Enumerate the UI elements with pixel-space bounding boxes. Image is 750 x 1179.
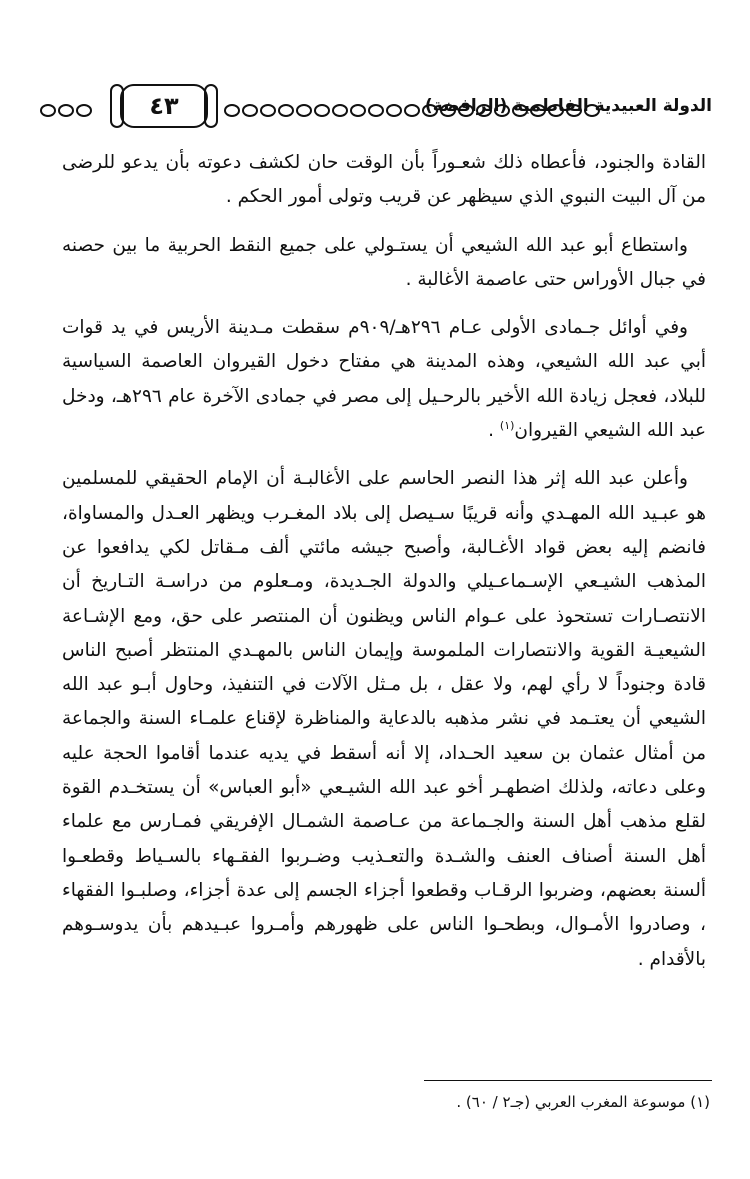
paragraph-3-end: . [488, 420, 500, 442]
paragraph-4: وأعلن عبد الله إثر هذا النصر الحاسم على الأغالبـة أن الإمام الحقيقي للمسلمين هو عبـيد الله المهـدي وأنه قريبًا سـيصل إلى بلاد المغـرب ويظهر العـدل والمساواة، فانضم إليه بعض قواد الأغـالبة، وأصبح جيشه مائتي ألف مـقاتل لكي يدافعوا عن المذهب الشيـعي الإسـماعـيلي والدولة الجـديدة، ومـعلوم من دراسـة التـاريخ أن الانتصـارات تستحوذ على عـوام الناس ويظنون أن المنتصر على حق، ومع الإشـاعة الشيعيـة القوية والانتصارات الملموسة وإيمان الناس بالمهـدي المنتظر أصبح الناس قادة وجنوداً لا رأي لهم، ولا عقل ، بل مـثل الآلات في التنفيذ، وحاول أبـو عبد الله الشيعي أن يعتـمد في نشر مذهبه بالدعاية والمناظرة لإقناع علمـاء السنة والجماعة من أمثال عثمان بن سعيد الحـداد، إلا أنه أسقط في يديه عندما أقاموا الحجة عليه وعلى دعاته، ولذلك اضطهـر أخو عبد الله الشيـعي «أبو العباس» أن يستخـدم القوة لقلع مذهب أهل السنة والجـماعة من عـاصمة الشمـال الإفريقي فمـارس مع علماء أهل السنة أصناف العنف والشـدة والتعـذيب وضـربوا الفقـهاء بالسـياط وقطعـوا ألسنة بعضهم، وضربوا الرقـاب وقطعوا أجزاء الجسم إلى عدة أجزاء، وصلبـوا الفقهاء ، وصادروا الأمـوال، وبطحـوا الناس على ظهورهم وأمـروا عبـيدهم بأن يدوسـوهم بالأقدام . [62, 468, 706, 970]
paragraph-2: واستطاع أبو عبد الله الشيعي أن يستـولي على جميع النقط الحربية ما بين حصنه في جبال الأوراس حتى عاصمة الأغالبة . [62, 234, 706, 290]
page-number: ٤٣ [149, 92, 179, 120]
footnote: (١) موسوعة المغرب العربي (جـ٢ / ٦٠) . [456, 1093, 710, 1111]
running-title: الدولة العبيدية الفاطمية (الرافضة) [424, 96, 712, 116]
paragraph-1: القادة والجنود، فأعطاه ذلك شعـوراً بأن الوقت حان لكشف دعوته بأن يدعو للرضى من آل البيت النبوي الذي سيظهر عن قريب وتولى أمور الحكم . [62, 152, 706, 208]
footnote-reference[interactable]: (١) [499, 418, 515, 432]
paragraph-3-text: وفي أوائل جـمادى الأولى عـام ٢٩٦هـ/٩٠٩م سقطت مـدينة الأريس في يد قوات أبي عبد الله الشيعي، وهذه المدينة هي مفتاح دخول القيروان العاصمة السياسية للبلاد، فعجل زيادة الله الأخير بالرحـيل إلى مصر في جمادى الآخرة عام ٢٩٦هـ، ودخل عبد الله الشيعي القيروان [62, 317, 706, 442]
page-header [40, 84, 712, 134]
page-number-frame [120, 84, 208, 128]
main-text [62, 146, 706, 991]
ornament-chain-right [224, 104, 600, 116]
footnote-divider [424, 1080, 712, 1081]
paragraph-3 [62, 311, 706, 448]
ornament-chain-left [40, 104, 92, 116]
